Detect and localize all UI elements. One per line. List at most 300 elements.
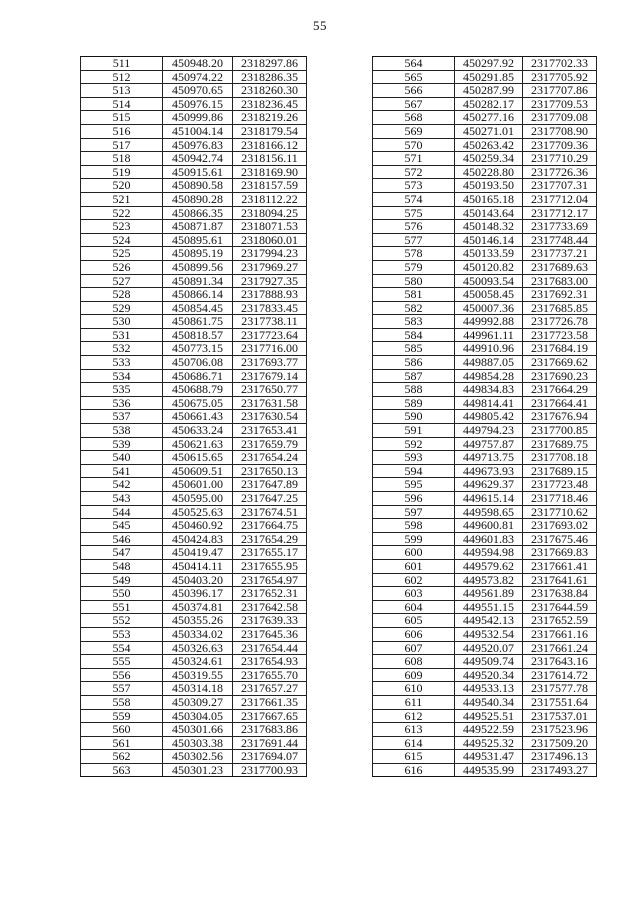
y-coordinate: 2317684.19 <box>523 342 597 356</box>
table-row <box>81 84 307 98</box>
x-coordinate: 450688.79 <box>163 383 233 397</box>
y-coordinate: 2317723.64 <box>233 328 307 342</box>
table-row <box>373 695 597 709</box>
x-coordinate: 450621.63 <box>163 437 233 451</box>
point-number: 572 <box>373 165 455 179</box>
y-coordinate: 2317509.20 <box>523 736 597 750</box>
table-row <box>81 587 307 601</box>
point-number: 552 <box>81 614 163 628</box>
x-coordinate: 449992.88 <box>455 315 523 329</box>
table-row <box>373 437 597 451</box>
y-coordinate: 2317689.15 <box>523 464 597 478</box>
x-coordinate: 450303.38 <box>163 736 233 750</box>
point-number: 588 <box>373 383 455 397</box>
y-coordinate: 2318060.01 <box>233 233 307 247</box>
y-coordinate: 2317669.83 <box>523 546 597 560</box>
table-row <box>373 301 597 315</box>
x-coordinate: 450948.20 <box>163 57 233 71</box>
y-coordinate: 2317644.59 <box>523 600 597 614</box>
y-coordinate: 2317657.27 <box>233 682 307 696</box>
x-coordinate: 450287.99 <box>455 84 523 98</box>
x-coordinate: 450895.19 <box>163 247 233 261</box>
point-number: 562 <box>81 750 163 764</box>
table-row <box>373 736 597 750</box>
y-coordinate: 2317888.93 <box>233 288 307 302</box>
y-coordinate: 2317638.84 <box>523 587 597 601</box>
point-number: 547 <box>81 546 163 560</box>
x-coordinate: 451004.14 <box>163 124 233 138</box>
y-coordinate: 2317647.89 <box>233 478 307 492</box>
x-coordinate: 450355.26 <box>163 614 233 628</box>
y-coordinate: 2318112.22 <box>233 192 307 206</box>
table-row <box>81 763 307 777</box>
x-coordinate: 450615.65 <box>163 451 233 465</box>
y-coordinate: 2317712.17 <box>523 206 597 220</box>
table-row <box>81 111 307 125</box>
point-number: 595 <box>373 478 455 492</box>
table-row <box>81 328 307 342</box>
x-coordinate: 450818.57 <box>163 328 233 342</box>
table-row <box>373 97 597 111</box>
x-coordinate: 450007.36 <box>455 301 523 315</box>
table-row <box>373 328 597 342</box>
x-coordinate: 449525.51 <box>455 709 523 723</box>
table-row <box>81 424 307 438</box>
y-coordinate: 2317664.41 <box>523 396 597 410</box>
x-coordinate: 449629.37 <box>455 478 523 492</box>
point-number: 550 <box>81 587 163 601</box>
x-coordinate: 450263.42 <box>455 138 523 152</box>
point-number: 569 <box>373 124 455 138</box>
y-coordinate: 2317748.44 <box>523 233 597 247</box>
table-row <box>81 519 307 533</box>
y-coordinate: 2317710.62 <box>523 505 597 519</box>
y-coordinate: 2317689.75 <box>523 437 597 451</box>
point-number: 557 <box>81 682 163 696</box>
x-coordinate: 449542.13 <box>455 614 523 628</box>
y-coordinate: 2317709.36 <box>523 138 597 152</box>
table-row <box>373 532 597 546</box>
table-row <box>373 111 597 125</box>
x-coordinate: 449615.14 <box>455 492 523 506</box>
table-row <box>373 505 597 519</box>
y-coordinate: 2317679.14 <box>233 369 307 383</box>
x-coordinate: 449525.32 <box>455 736 523 750</box>
table-row <box>81 260 307 274</box>
y-coordinate: 2317716.00 <box>233 342 307 356</box>
x-coordinate: 450915.61 <box>163 165 233 179</box>
y-coordinate: 2317664.75 <box>233 519 307 533</box>
point-number: 539 <box>81 437 163 451</box>
y-coordinate: 2317707.31 <box>523 179 597 193</box>
table-row <box>373 356 597 370</box>
x-coordinate: 450165.18 <box>455 192 523 206</box>
point-number: 513 <box>81 84 163 98</box>
x-coordinate: 449561.89 <box>455 587 523 601</box>
x-coordinate: 449805.42 <box>455 410 523 424</box>
table-row <box>373 233 597 247</box>
table-row <box>373 57 597 71</box>
table-row <box>81 288 307 302</box>
y-coordinate: 2318179.54 <box>233 124 307 138</box>
y-coordinate: 2318169.90 <box>233 165 307 179</box>
point-number: 570 <box>373 138 455 152</box>
table-row <box>81 369 307 383</box>
table-row <box>81 274 307 288</box>
point-number: 597 <box>373 505 455 519</box>
table-row <box>81 165 307 179</box>
y-coordinate: 2317654.97 <box>233 573 307 587</box>
point-number: 538 <box>81 424 163 438</box>
table-row <box>373 124 597 138</box>
x-coordinate: 449509.74 <box>455 655 523 669</box>
point-number: 613 <box>373 723 455 737</box>
y-coordinate: 2317654.29 <box>233 532 307 546</box>
x-coordinate: 449887.05 <box>455 356 523 370</box>
point-number: 590 <box>373 410 455 424</box>
table-row <box>373 138 597 152</box>
point-number: 612 <box>373 709 455 723</box>
table-row <box>81 451 307 465</box>
table-row <box>373 451 597 465</box>
y-coordinate: 2317675.46 <box>523 532 597 546</box>
x-coordinate: 450414.11 <box>163 559 233 573</box>
y-coordinate: 2317659.79 <box>233 437 307 451</box>
point-number: 603 <box>373 587 455 601</box>
point-number: 535 <box>81 383 163 397</box>
x-coordinate: 450686.71 <box>163 369 233 383</box>
x-coordinate: 450334.02 <box>163 627 233 641</box>
y-coordinate: 2317654.44 <box>233 641 307 655</box>
table-row <box>373 70 597 84</box>
point-number: 536 <box>81 396 163 410</box>
table-row <box>373 546 597 560</box>
point-number: 616 <box>373 763 455 777</box>
y-coordinate: 2317674.51 <box>233 505 307 519</box>
y-coordinate: 2317676.94 <box>523 410 597 424</box>
y-coordinate: 2317496.13 <box>523 750 597 764</box>
x-coordinate: 449600.81 <box>455 519 523 533</box>
y-coordinate: 2318157.59 <box>233 179 307 193</box>
y-coordinate: 2317683.86 <box>233 723 307 737</box>
table-row <box>81 383 307 397</box>
point-number: 571 <box>373 152 455 166</box>
y-coordinate: 2317669.62 <box>523 356 597 370</box>
point-number: 575 <box>373 206 455 220</box>
point-number: 561 <box>81 736 163 750</box>
y-coordinate: 2317927.35 <box>233 274 307 288</box>
table-row <box>373 587 597 601</box>
table-row <box>373 369 597 383</box>
point-number: 611 <box>373 695 455 709</box>
y-coordinate: 2317693.02 <box>523 519 597 533</box>
table-row <box>81 97 307 111</box>
table-row <box>373 288 597 302</box>
table-row <box>373 410 597 424</box>
table-row <box>373 668 597 682</box>
point-number: 534 <box>81 369 163 383</box>
point-number: 549 <box>81 573 163 587</box>
point-number: 541 <box>81 464 163 478</box>
y-coordinate: 2317709.53 <box>523 97 597 111</box>
point-number: 602 <box>373 573 455 587</box>
y-coordinate: 2317661.35 <box>233 695 307 709</box>
x-coordinate: 449910.96 <box>455 342 523 356</box>
x-coordinate: 450146.14 <box>455 233 523 247</box>
table-row <box>81 709 307 723</box>
table-row <box>373 206 597 220</box>
y-coordinate: 2318286.35 <box>233 70 307 84</box>
table-row <box>373 165 597 179</box>
point-number: 614 <box>373 736 455 750</box>
table-row <box>81 682 307 696</box>
x-coordinate: 450854.45 <box>163 301 233 315</box>
x-coordinate: 450282.17 <box>455 97 523 111</box>
point-number: 593 <box>373 451 455 465</box>
y-coordinate: 2317737.21 <box>523 247 597 261</box>
x-coordinate: 449713.75 <box>455 451 523 465</box>
y-coordinate: 2317667.65 <box>233 709 307 723</box>
point-number: 559 <box>81 709 163 723</box>
y-coordinate: 2317614.72 <box>523 668 597 682</box>
x-coordinate: 450706.08 <box>163 356 233 370</box>
x-coordinate: 450324.61 <box>163 655 233 669</box>
point-number: 520 <box>81 179 163 193</box>
x-coordinate: 449540.34 <box>455 695 523 709</box>
y-coordinate: 2318156.11 <box>233 152 307 166</box>
x-coordinate: 449522.59 <box>455 723 523 737</box>
y-coordinate: 2317733.69 <box>523 220 597 234</box>
table-row <box>81 627 307 641</box>
y-coordinate: 2317645.36 <box>233 627 307 641</box>
point-number: 530 <box>81 315 163 329</box>
x-coordinate: 450661.43 <box>163 410 233 424</box>
table-row <box>373 383 597 397</box>
y-coordinate: 2317655.70 <box>233 668 307 682</box>
table-row <box>81 723 307 737</box>
x-coordinate: 450314.18 <box>163 682 233 696</box>
y-coordinate: 2317650.13 <box>233 464 307 478</box>
table-row <box>81 437 307 451</box>
point-number: 576 <box>373 220 455 234</box>
y-coordinate: 2317723.48 <box>523 478 597 492</box>
y-coordinate: 2318260.30 <box>233 84 307 98</box>
point-number: 605 <box>373 614 455 628</box>
table-row <box>373 478 597 492</box>
y-coordinate: 2317664.29 <box>523 383 597 397</box>
table-row <box>373 274 597 288</box>
point-number: 594 <box>373 464 455 478</box>
point-number: 615 <box>373 750 455 764</box>
point-number: 527 <box>81 274 163 288</box>
point-number: 586 <box>373 356 455 370</box>
point-number: 579 <box>373 260 455 274</box>
y-coordinate: 2317708.18 <box>523 451 597 465</box>
x-coordinate: 450675.05 <box>163 396 233 410</box>
table-row <box>81 464 307 478</box>
y-coordinate: 2317723.58 <box>523 328 597 342</box>
y-coordinate: 2317643.16 <box>523 655 597 669</box>
x-coordinate: 449533.13 <box>455 682 523 696</box>
x-coordinate: 450259.34 <box>455 152 523 166</box>
point-number: 601 <box>373 559 455 573</box>
y-coordinate: 2317577.78 <box>523 682 597 696</box>
y-coordinate: 2317689.63 <box>523 260 597 274</box>
point-number: 533 <box>81 356 163 370</box>
table-row <box>373 152 597 166</box>
x-coordinate: 450866.35 <box>163 206 233 220</box>
y-coordinate: 2318219.26 <box>233 111 307 125</box>
table-row <box>373 559 597 573</box>
y-coordinate: 2317994.23 <box>233 247 307 261</box>
x-coordinate: 450093.54 <box>455 274 523 288</box>
point-number: 526 <box>81 260 163 274</box>
point-number: 521 <box>81 192 163 206</box>
y-coordinate: 2317493.27 <box>523 763 597 777</box>
y-coordinate: 2317683.00 <box>523 274 597 288</box>
y-coordinate: 2317726.36 <box>523 165 597 179</box>
coordinates-table-left <box>80 56 307 777</box>
x-coordinate: 449520.07 <box>455 641 523 655</box>
point-number: 606 <box>373 627 455 641</box>
table-row <box>81 396 307 410</box>
y-coordinate: 2317655.17 <box>233 546 307 560</box>
table-row <box>81 152 307 166</box>
y-coordinate: 2317690.23 <box>523 369 597 383</box>
point-number: 558 <box>81 695 163 709</box>
table-row <box>373 247 597 261</box>
point-number: 577 <box>373 233 455 247</box>
point-number: 556 <box>81 668 163 682</box>
table-row <box>373 220 597 234</box>
point-number: 544 <box>81 505 163 519</box>
point-number: 600 <box>373 546 455 560</box>
table-row <box>373 464 597 478</box>
x-coordinate: 449520.34 <box>455 668 523 682</box>
point-number: 596 <box>373 492 455 506</box>
y-coordinate: 2317661.24 <box>523 641 597 655</box>
y-coordinate: 2317700.85 <box>523 424 597 438</box>
x-coordinate: 450601.00 <box>163 478 233 492</box>
point-number: 591 <box>373 424 455 438</box>
x-coordinate: 449573.82 <box>455 573 523 587</box>
x-coordinate: 450633.24 <box>163 424 233 438</box>
x-coordinate: 450403.20 <box>163 573 233 587</box>
x-coordinate: 450297.92 <box>455 57 523 71</box>
x-coordinate: 449794.23 <box>455 424 523 438</box>
table-row <box>373 315 597 329</box>
y-coordinate: 2317650.77 <box>233 383 307 397</box>
table-row <box>373 492 597 506</box>
point-number: 531 <box>81 328 163 342</box>
point-number: 610 <box>373 682 455 696</box>
x-coordinate: 449854.28 <box>455 369 523 383</box>
table-row <box>373 573 597 587</box>
point-number: 582 <box>373 301 455 315</box>
y-coordinate: 2317652.31 <box>233 587 307 601</box>
x-coordinate: 450148.32 <box>455 220 523 234</box>
point-number: 608 <box>373 655 455 669</box>
x-coordinate: 449532.54 <box>455 627 523 641</box>
y-coordinate: 2317694.07 <box>233 750 307 764</box>
x-coordinate: 450890.58 <box>163 179 233 193</box>
table-row <box>81 532 307 546</box>
x-coordinate: 450974.22 <box>163 70 233 84</box>
y-coordinate: 2318071.53 <box>233 220 307 234</box>
table-row <box>81 736 307 750</box>
x-coordinate: 450871.87 <box>163 220 233 234</box>
table-row <box>81 410 307 424</box>
x-coordinate: 449834.83 <box>455 383 523 397</box>
x-coordinate: 450309.27 <box>163 695 233 709</box>
table-row <box>373 342 597 356</box>
x-coordinate: 450970.65 <box>163 84 233 98</box>
point-number: 578 <box>373 247 455 261</box>
x-coordinate: 450419.47 <box>163 546 233 560</box>
point-number: 584 <box>373 328 455 342</box>
x-coordinate: 450396.17 <box>163 587 233 601</box>
x-coordinate: 450302.56 <box>163 750 233 764</box>
x-coordinate: 450890.28 <box>163 192 233 206</box>
y-coordinate: 2318166.12 <box>233 138 307 152</box>
table-row <box>81 301 307 315</box>
point-number: 537 <box>81 410 163 424</box>
point-number: 574 <box>373 192 455 206</box>
table-row <box>81 559 307 573</box>
y-coordinate: 2317700.93 <box>233 763 307 777</box>
table-row <box>81 750 307 764</box>
point-number: 554 <box>81 641 163 655</box>
point-number: 587 <box>373 369 455 383</box>
point-number: 566 <box>373 84 455 98</box>
y-coordinate: 2317833.45 <box>233 301 307 315</box>
x-coordinate: 450301.23 <box>163 763 233 777</box>
table-row <box>81 192 307 206</box>
y-coordinate: 2317692.31 <box>523 288 597 302</box>
point-number: 542 <box>81 478 163 492</box>
x-coordinate: 450609.51 <box>163 464 233 478</box>
x-coordinate: 450891.34 <box>163 274 233 288</box>
x-coordinate: 450228.80 <box>455 165 523 179</box>
point-number: 599 <box>373 532 455 546</box>
y-coordinate: 2318094.25 <box>233 206 307 220</box>
x-coordinate: 450976.83 <box>163 138 233 152</box>
x-coordinate: 449594.98 <box>455 546 523 560</box>
point-number: 551 <box>81 600 163 614</box>
table-row <box>81 655 307 669</box>
table-row <box>373 763 597 777</box>
y-coordinate: 2317653.41 <box>233 424 307 438</box>
table-row <box>373 641 597 655</box>
point-number: 565 <box>373 70 455 84</box>
point-number: 609 <box>373 668 455 682</box>
point-number: 545 <box>81 519 163 533</box>
x-coordinate: 450861.75 <box>163 315 233 329</box>
point-number: 516 <box>81 124 163 138</box>
x-coordinate: 450326.63 <box>163 641 233 655</box>
point-number: 585 <box>373 342 455 356</box>
y-coordinate: 2317641.61 <box>523 573 597 587</box>
table-row <box>81 546 307 560</box>
point-number: 581 <box>373 288 455 302</box>
y-coordinate: 2317707.86 <box>523 84 597 98</box>
table-row <box>373 709 597 723</box>
table-row <box>373 424 597 438</box>
point-number: 512 <box>81 70 163 84</box>
point-number: 573 <box>373 179 455 193</box>
point-number: 514 <box>81 97 163 111</box>
point-number: 515 <box>81 111 163 125</box>
